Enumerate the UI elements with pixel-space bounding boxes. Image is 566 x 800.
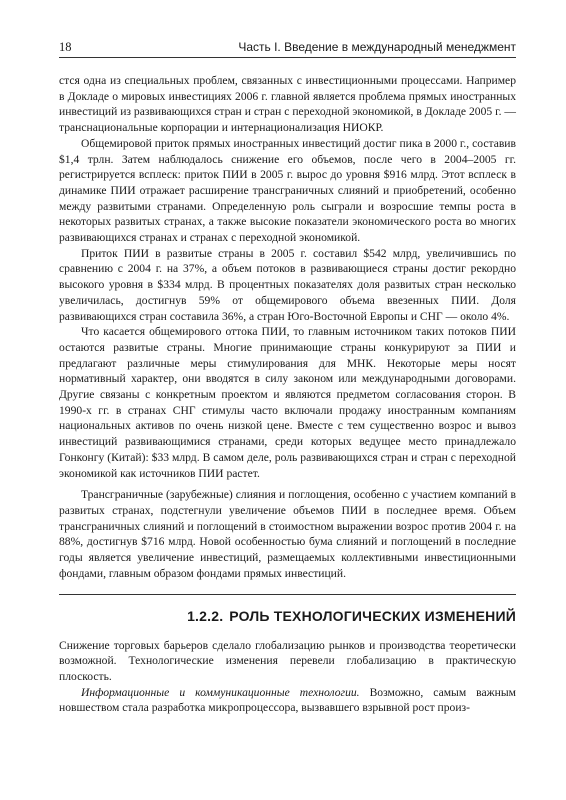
paragraph: Что касается общемирового оттока ПИИ, то главным источником таких потоков ПИИ остаются развитые страны. Многие принимающие страны конкурируют за ПИИ и предлагают различные меры стимулирования для МНК. Некоторые меры носят нормативный характер, они вводятся в силу законом или международными договорами. Другие связаны с конкретным проектом и являются предметом согласования сторон. В 1990-х гг. в странах СНГ стимулы часто включали продажу иностранным компаниям национальных активов по очень низкой цене. Вместе с тем существенно возрос и вывоз инвестиций развивающимися странами, среди которых ведущее место принадлежало Гонконгу (Китай): $33 млрд. В самом деле, роль развивающихся стран и стран с переходной экономикой как источников ПИИ растет. bbox=[59, 325, 516, 480]
page-body bbox=[59, 73, 516, 716]
paragraph-text: Возможно, самым важным новшеством стала разработка микропроцессора, вызвавшего взрывной рост произ- bbox=[59, 685, 516, 715]
section-heading bbox=[59, 594, 516, 624]
paragraph: Общемировой приток прямых иностранных инвестиций достиг пика в 2000 г., составив $1,4 трлн. Затем наблюдалось снижение его объемов, после чего в 2004–2005 гг. регистрируется всплеск: приток ПИИ в 2005 г. вырос до уровня $916 млрд. Этот всплеск в динамике ПИИ отражает расширение трансграничных слияний и приобретений, особенно между развитыми странами. Определенную роль сыграли и возросшие темпы роста в некоторых развитых странах, а также высокие показатели экономического роста во многих развивающихся странах и странах с переходной экономикой. bbox=[59, 136, 516, 245]
section-number: 1.2.2. bbox=[187, 607, 224, 624]
paragraph-lead-in: Информационные и коммуникационные технологии. bbox=[81, 685, 360, 699]
paragraph: Снижение торговых барьеров сделало глобализацию рынков и производства теоретически возможной. Технологические изменения перевели глобализацию в практическую плоскость. bbox=[59, 638, 516, 683]
page-number: 18 bbox=[59, 40, 72, 54]
paragraph bbox=[59, 685, 516, 716]
paragraph: Трансграничные (зарубежные) слияния и поглощения, особенно с участием компаний в развитых странах, подстегнули увеличение объемов ПИИ в последнее время. Объем трансграничных слияний и поглощений в стоимостном выражении возрос против 2004 г. на 88%, достигнув $716 млрд. Новой особенностью бума слияний и поглощений в последние годы является увеличение инвестиций, размещаемых коллективными инвестиционными фондами, главным образом фондами прямых инвестиций. bbox=[59, 488, 516, 580]
section-title: РОЛЬ ТЕХНОЛОГИЧЕСКИХ ИЗМЕНЕНИЙ bbox=[229, 607, 516, 624]
paragraph: Приток ПИИ в развитые страны в 2005 г. составил $542 млрд, увеличившись по сравнению с 2004 г. на 37%, а объем потоков в развивающиеся страны достиг рекордно высокого уровня в $334 млрд. В процентных показателях доля развитых стран несколько увеличилась, достигнув 59% от общемирового объема ввезенных ПИИ. Доля развивающихся стран составила 36%, а стран Юго-Восточной Европы и СНГ — около 4%. bbox=[59, 246, 516, 323]
running-title: Часть I. Введение в международный менеджмент bbox=[238, 40, 516, 54]
page-header bbox=[59, 37, 516, 58]
paragraph: стся одна из специальных проблем, связанных с инвестиционными процессами. Например в Докладе о мировых инвестициях 2006 г. главной является проблема прямых иностранных инвестиций из развивающихся стран и стран с переходной экономикой, в Докладе 2005 г. — транснациональные корпорации и интернационализация НИОКР. bbox=[59, 74, 516, 135]
